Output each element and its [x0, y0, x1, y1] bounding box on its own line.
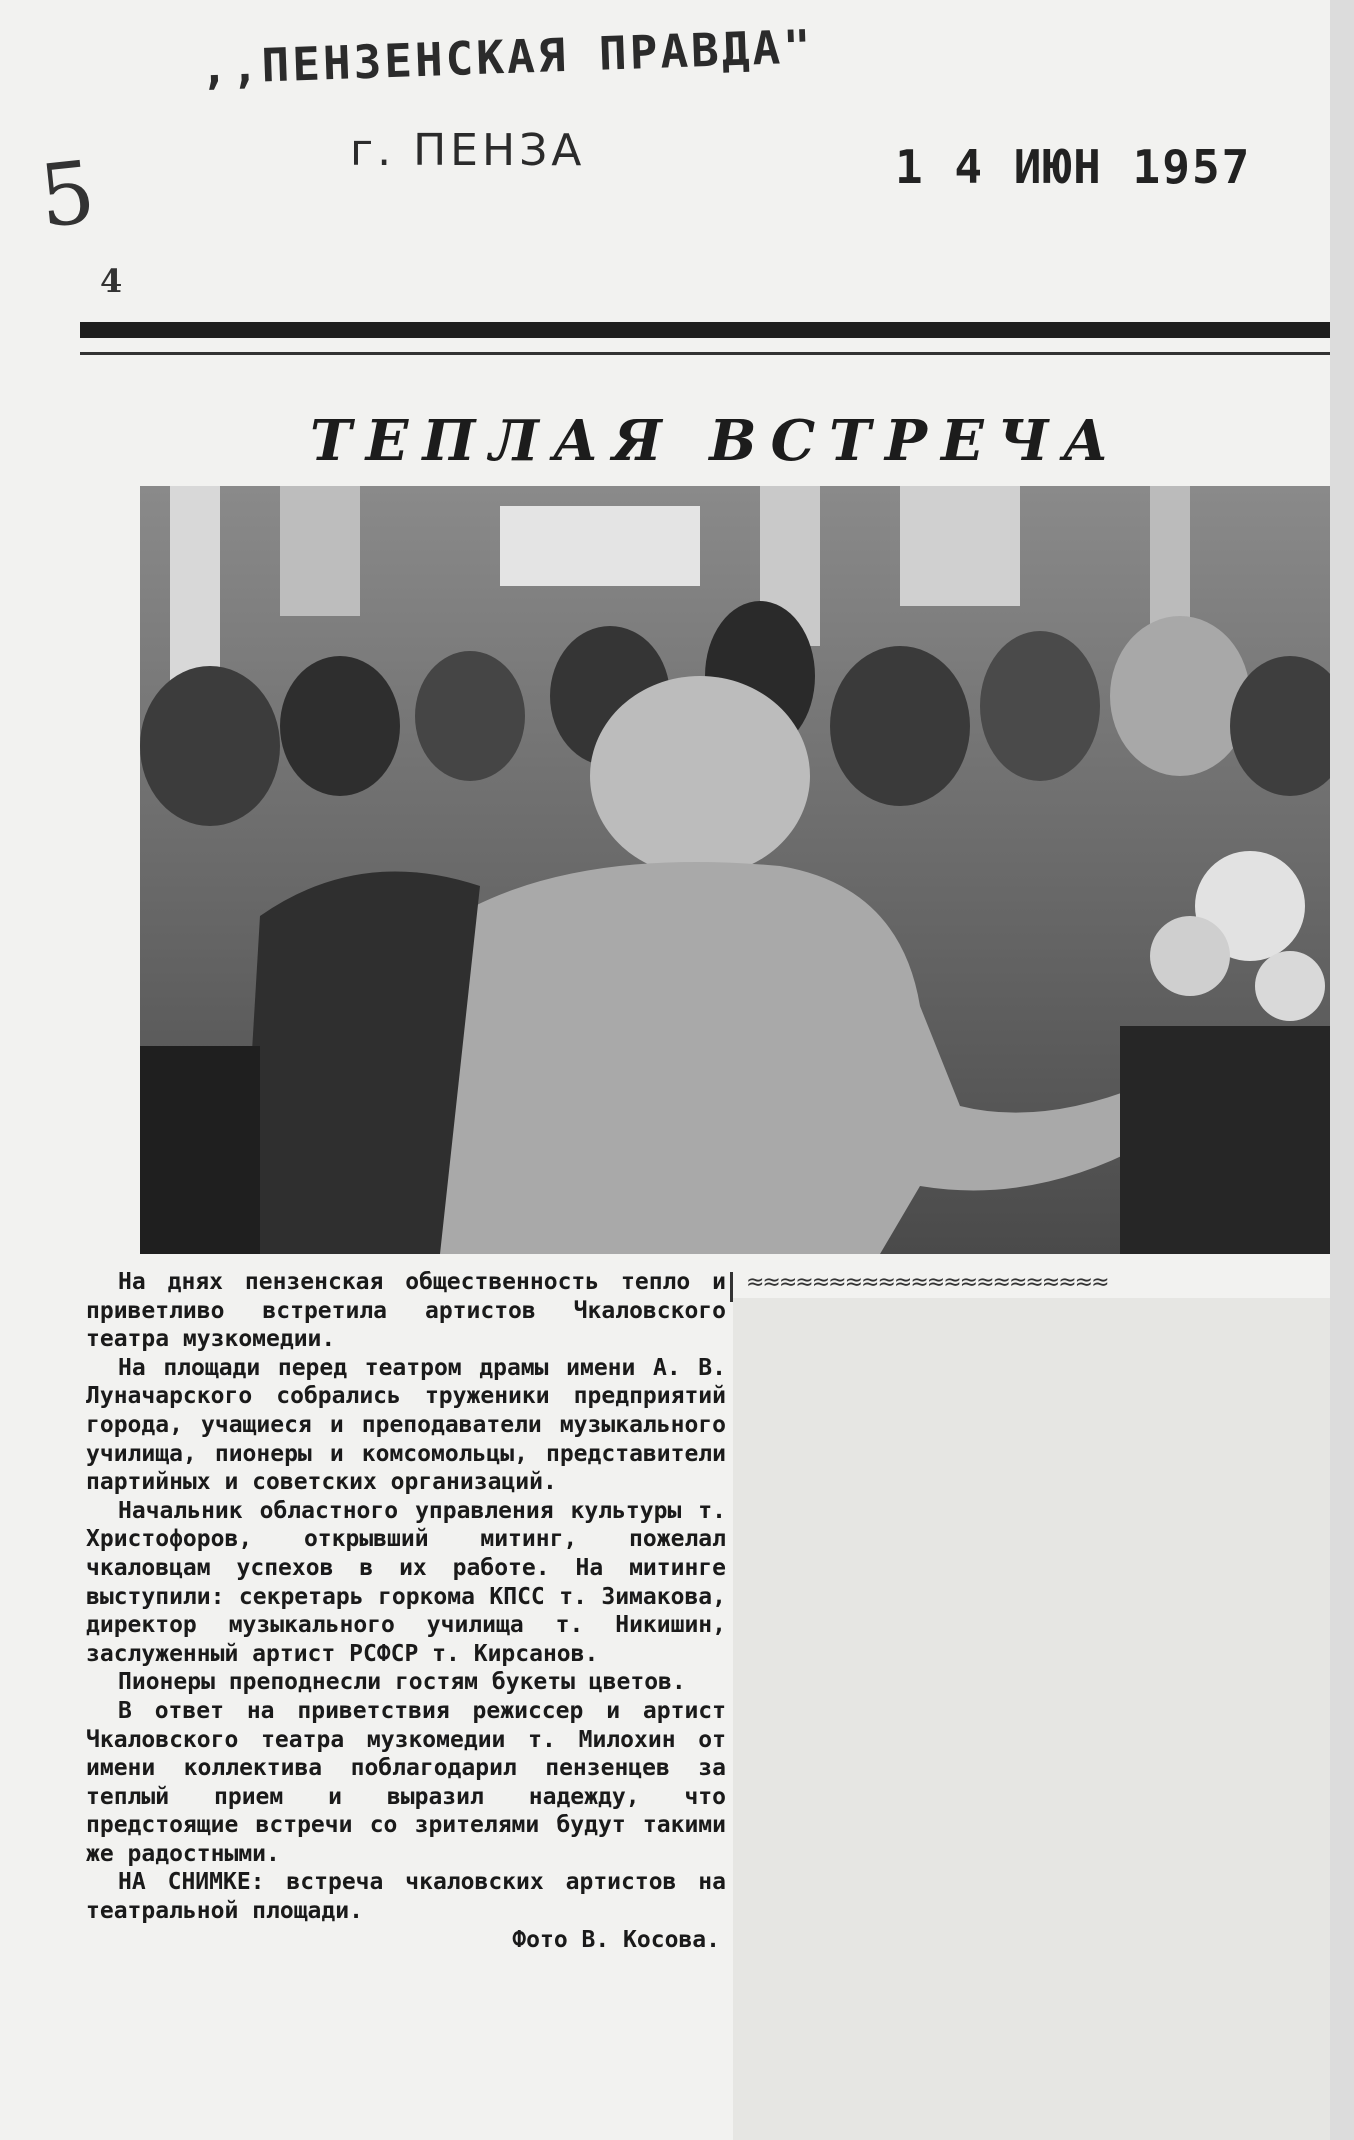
article-headline: ТЕПЛАЯ ВСТРЕЧА	[310, 408, 1123, 474]
scan-edge	[1330, 0, 1354, 2140]
header-rule-thin	[80, 352, 1330, 355]
date-stamp: 1 4 ИЮН 1957	[895, 140, 1252, 194]
article-paragraph: Пионеры преподнесли гостям букеты цветов.	[118, 1669, 686, 1696]
header-rule-thick	[80, 322, 1330, 338]
blank-paper-area	[733, 1298, 1330, 2140]
article-photo	[140, 486, 1330, 1254]
photo-credit: Фото В. Косова.	[512, 1926, 720, 1953]
city-stamp: г. ПЕНЗА	[350, 125, 586, 176]
article-paragraph: Начальник областного управления культуры т. Христофоров, открывший митинг, пожелал чкаловцам успехов в их работе. На митинге выступили: секретарь горкома КПСС т. Зимакова, директор музыкального училища т. Никишин, заслуженный артист РСФСР т. Кирсанов.	[86, 1497, 726, 1667]
article-paragraph: В ответ на приветствия режиссер и артист Чкаловского театра музкомедии т. Милохин от имени коллектива поблагодарил пензенцев за теплый прием и выразил надежду, что предстоящие встречи со зрителями будут такими же радостными.	[86, 1697, 726, 1867]
page-number-mark: 4	[100, 262, 123, 300]
article-paragraph: На площади перед театром драмы имени А. В. Луначарского собрались труженики предприятий города, учащиеся и преподаватели музыкального училища, пионеры и комсомольцы, представители партийных и советских организаций.	[86, 1354, 726, 1496]
wavy-ornament: ≈≈≈≈≈≈≈≈≈≈≈≈≈≈≈≈≈≈≈≈≈≈	[746, 1270, 1108, 1295]
handwritten-number: 5	[34, 142, 100, 248]
photo-caption: НА СНИМКЕ: встреча чкаловских артистов на театральной площади.	[86, 1869, 726, 1925]
article-body	[86, 1268, 726, 1954]
article-paragraph: На днях пензенская общественность тепло и приветливо встретила артистов Чкаловского театра музкомедии.	[86, 1269, 726, 1353]
newspaper-name-stamp: ,,ПЕНЗЕНСКАЯ ПРАВДА"	[199, 19, 815, 95]
